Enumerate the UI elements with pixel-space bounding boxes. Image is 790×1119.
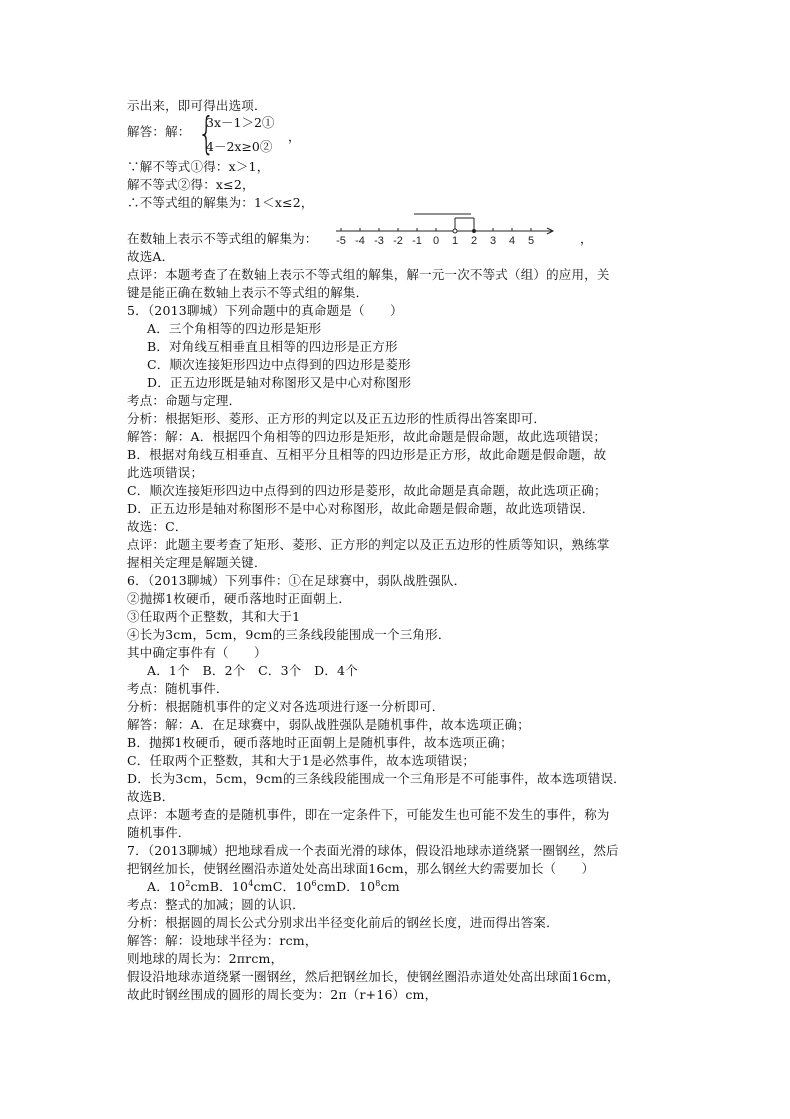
text-line: ②抛掷1枚硬币，硬币落地时正面朝上． xyxy=(127,591,352,606)
text-line: 此选项错误； xyxy=(127,465,204,480)
brace-symbol: { xyxy=(198,108,215,159)
text-line: 故选B． xyxy=(127,789,175,804)
exponent: 8 xyxy=(375,878,381,888)
text-line: 点评：本题考查了在数轴上表示不等式组的解集，解一元一次不等式（组）的应用，关 xyxy=(127,267,610,282)
text-line: 故选A． xyxy=(127,249,175,264)
tick-label: 4 xyxy=(508,235,516,247)
option-b: B．对角线互相垂直且相等的四边形是正方形 xyxy=(147,339,398,354)
text-line: 故此时钢丝围成的圆形的周长变为：2π（r+16）cm， xyxy=(127,987,438,1002)
tick-label: -4 xyxy=(355,235,365,247)
option-text: A．10 xyxy=(147,879,186,894)
tick-label: -2 xyxy=(393,235,403,247)
text-line: D．正五边形是轴对称图形不是中心对称图形，故此命题是假命题，故此选项错误． xyxy=(127,501,595,516)
text-line: ， xyxy=(580,231,593,246)
closed-point xyxy=(472,229,476,233)
answer-label: 解答：解： xyxy=(127,124,191,139)
option-text: cmD．10 xyxy=(316,879,376,894)
text-line: B．根据对角线互相垂直、互相平分且相等的四边形是正方形，故此命题是假命题，故 xyxy=(127,447,607,462)
text-line: ， xyxy=(288,129,301,144)
text-line: B．抛掷1枚硬币，硬币落地时正面朝上是随机事件，故本选项正确； xyxy=(127,735,513,750)
text-line: 分析：根据随机事件的定义对各选项进行逐一分析即可． xyxy=(127,699,445,714)
text-line: 解答：解：设地球半径为：rcm， xyxy=(127,933,318,948)
tick-label: 3 xyxy=(489,235,497,247)
inequality-1: 3x－1＞2① xyxy=(206,115,275,130)
text-line: 假设沿地球赤道绕紧一圈钢丝，然后把钢丝加长，使钢丝圈沿赤道处处高出球面16cm， xyxy=(127,969,620,984)
text-line: 握相关定理是解题关键． xyxy=(127,555,267,570)
text-line: C．任取两个正整数，其和大于1是必然事件，故本选项错误； xyxy=(127,753,476,768)
question-5: 5．（2013聊城）下列命题中的真命题是（ ） xyxy=(127,303,403,318)
number-line-figure xyxy=(334,207,564,247)
question-7: 7．（2013聊城）把地球看成一个表面光滑的球体，假设沿地球赤道绕紧一圈钢丝，然后 xyxy=(127,843,619,858)
question-6: 6．（2013聊城）下列事件：①在足球赛中，弱队战胜强队． xyxy=(127,573,467,588)
tick-label: -5 xyxy=(336,235,346,247)
text-line: 示出来，即可得出选项． xyxy=(127,98,267,113)
text-line: ∵解不等式①得：x＞1， xyxy=(127,159,270,174)
exponent: 4 xyxy=(248,878,254,888)
number-line-svg xyxy=(334,207,564,247)
tick-label: -3 xyxy=(374,235,384,247)
options-line xyxy=(147,878,400,896)
open-point xyxy=(453,229,457,233)
text-line: 解不等式②得：x≤2， xyxy=(127,177,255,192)
tick-label: 5 xyxy=(527,235,535,247)
text-line: 故选：C． xyxy=(127,519,188,534)
text-line: ∴不等式组的解集为：1＜x≤2， xyxy=(127,195,314,210)
option-d: D．正五边形既是轴对称图形又是中心对称图形 xyxy=(147,375,412,390)
option-a: A．三个角相等的四边形是矩形 xyxy=(147,321,322,336)
text-line: 解答：解：A．在足球赛中，弱队战胜强队是随机事件，故本选项正确； xyxy=(127,717,530,732)
text-line: 把钢丝加长，使钢丝圈沿赤道处处高出球面16cm，那么钢丝大约需要加长（ ） xyxy=(127,861,595,876)
text-line: D．长为3cm，5cm，9cm的三条线段能围成一个三角形是不可能事件，故本选项错误． xyxy=(127,771,626,786)
text-line: 分析：根据矩形、菱形、正方形的判定以及正五边形的性质得出答案即可． xyxy=(127,411,547,426)
inequality-2: 4－2x≥0② xyxy=(206,139,273,154)
option-c: C．顺次连接矩形四边中点得到的四边形是菱形 xyxy=(147,357,411,372)
option-text: cm xyxy=(380,879,400,894)
text-line: 键是能正确在数轴上表示不等式组的解集． xyxy=(127,285,369,300)
text-line: 点评：此题主要考查了矩形、菱形、正方形的判定以及正五边形的性质等知识，熟练掌 xyxy=(127,537,610,552)
exponent: 6 xyxy=(311,878,317,888)
option-text: cmB．10 xyxy=(190,879,249,894)
tick-label: 0 xyxy=(432,235,440,247)
tick-label: 1 xyxy=(451,235,459,247)
tick-label: -1 xyxy=(412,235,422,247)
text-line: 其中确定事件有（ ） xyxy=(127,645,267,660)
text-line: 分析：根据圆的周长公式分别求出半径变化前后的钢丝长度，进而得出答案． xyxy=(127,915,559,930)
text-line: 随机事件． xyxy=(127,825,191,840)
text-line: 解答：解：A．根据四个角相等的四边形是矩形，故此命题是假命题，故此选项错误； xyxy=(127,429,607,444)
text-line: C．顺次连接矩形四边中点得到的四边形是菱形，故此命题是真命题，故此选项正确； xyxy=(127,483,607,498)
option-text: cmC．10 xyxy=(253,879,312,894)
options-line: A．1个 B．2个 C．3个 D．4个 xyxy=(147,663,358,678)
text-line: ④长为3cm，5cm，9cm的三条线段能围成一个三角形． xyxy=(127,627,451,642)
text-line: 考点：命题与定理． xyxy=(127,393,242,408)
text-line: 则地球的周长为：2πrcm， xyxy=(127,951,284,966)
text-line: 在数轴上表示不等式组的解集为： xyxy=(127,231,318,246)
tick-label: 2 xyxy=(470,235,478,247)
text-line: 点评：本题考查的是随机事件，即在一定条件下，可能发生也可能不发生的事件，称为 xyxy=(127,807,610,822)
text-line: 考点：整式的加减；圆的认识． xyxy=(127,897,305,912)
text-line: 考点：随机事件． xyxy=(127,681,229,696)
text-line: ③任取两个正整数，其和大于1 xyxy=(127,609,301,624)
exponent: 2 xyxy=(185,878,191,888)
